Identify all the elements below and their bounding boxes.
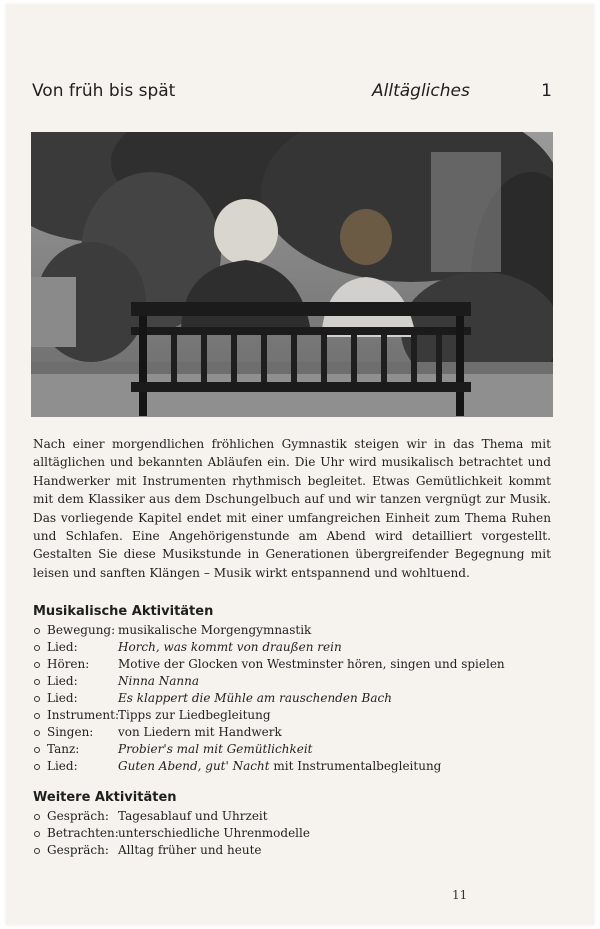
item-value: [118, 690, 392, 707]
item-value-extra: mit Instrumentalbegleitung: [269, 759, 442, 773]
item-label: Lied:: [47, 759, 78, 773]
bullet-icon: [34, 645, 40, 651]
item-value: [118, 673, 199, 690]
item-label: Hören:: [47, 657, 90, 671]
item-value-text: Tagesablauf und Uhrzeit: [118, 809, 268, 823]
page-header: [32, 81, 552, 111]
list-item: [33, 639, 553, 656]
list-item: [33, 842, 553, 859]
further-activities-list: [33, 808, 553, 859]
list-item: [33, 707, 553, 724]
item-value-text: musikalische Morgengymnastik: [118, 623, 312, 637]
item-label: Lied:: [47, 640, 78, 654]
section-heading-musikalische: Musikalische Aktivitäten: [33, 604, 214, 619]
list-item: [33, 741, 553, 758]
item-label: Tanz:: [47, 742, 80, 756]
item-label: Singen:: [47, 725, 94, 739]
bullet-icon: [34, 713, 40, 719]
bullet-icon: [34, 747, 40, 753]
photo-two-people-on-bench: [31, 132, 553, 417]
list-item: [33, 673, 553, 690]
list-item: [33, 656, 553, 673]
item-label: Bewegung:: [47, 623, 116, 637]
item-value: [118, 622, 311, 639]
item-value-text: von Liedern mit Handwerk: [118, 725, 282, 739]
item-value-text: unterschiedliche Uhrenmodelle: [118, 826, 310, 840]
list-item: [33, 825, 553, 842]
item-value: [118, 724, 282, 741]
bullet-icon: [34, 848, 40, 854]
musical-activities-list: [33, 622, 553, 775]
bullet-icon: [34, 831, 40, 837]
bullet-icon: [34, 696, 40, 702]
item-label: Betrachten:: [47, 826, 119, 840]
chapter-title: Von früh bis spät: [32, 81, 176, 101]
list-item: [33, 690, 553, 707]
item-label: Instrument:: [47, 708, 119, 722]
item-value: [118, 842, 262, 859]
item-value-text: Alltag früher und heute: [118, 843, 262, 857]
item-label: Lied:: [47, 691, 78, 705]
chapter-number: 1: [541, 81, 552, 101]
list-item: [33, 808, 553, 825]
item-label: Lied:: [47, 674, 78, 688]
item-value-text: Horch, was kommt von draußen rein: [118, 640, 342, 654]
item-value: [118, 741, 312, 758]
item-value-text: Ninna Nanna: [118, 674, 200, 688]
list-item: [33, 758, 553, 775]
item-value: [118, 639, 342, 656]
bullet-icon: [34, 814, 40, 820]
intro-paragraph: Nach einer morgendlichen fröhlichen Gymnastik steigen wir in das Thema mit alltäglichen und bekannten Abläufen ein. Die Uhr wird musikalisch betrachtet und Handwerker mit Instrumenten rhythmisch begleitet. Etwas Gemütlichkeit kommt mit dem Klassiker aus dem Dschungelbuch auf und wir tanzen vergnügt zur Musik. Das vorliegende Kapitel endet mit einer umfangreichen Einheit zum Thema Ruhen und Schlafen. Eine Angehörigenstunde am Abend wird detailliert vorgestellt. Gestalten Sie diese Musikstunde in Generationen übergreifender Begegnung mit leisen und sanften Klängen – Musik wirkt entspannend und wohltuend.: [33, 437, 551, 580]
section-heading-weitere: Weitere Aktivitäten: [33, 790, 177, 805]
item-value: [118, 707, 271, 724]
bullet-icon: [34, 730, 40, 736]
item-value: [118, 808, 268, 825]
list-item: [33, 724, 553, 741]
item-value: [118, 656, 505, 673]
item-value-text: Motive der Glocken von Westminster hören, singen und spielen: [118, 657, 505, 671]
bullet-icon: [34, 679, 40, 685]
bullet-icon: [34, 764, 40, 770]
page-number: 11: [452, 888, 468, 902]
item-value: [118, 758, 441, 775]
item-label: Gespräch:: [47, 809, 109, 823]
item-value-text: Guten Abend, gut' Nacht: [118, 759, 270, 773]
section-title: Alltägliches: [372, 81, 470, 101]
bullet-icon: [34, 628, 40, 634]
photo-illustration: [31, 132, 553, 417]
item-value-text: Tipps zur Liedbegleitung: [118, 708, 271, 722]
item-value-text: Probier's mal mit Gemütlichkeit: [118, 742, 313, 756]
item-value-text: Es klappert die Mühle am rauschenden Bach: [118, 691, 392, 705]
item-value: [118, 825, 310, 842]
item-label: Gespräch:: [47, 843, 109, 857]
list-item: [33, 622, 553, 639]
bullet-icon: [34, 662, 40, 668]
